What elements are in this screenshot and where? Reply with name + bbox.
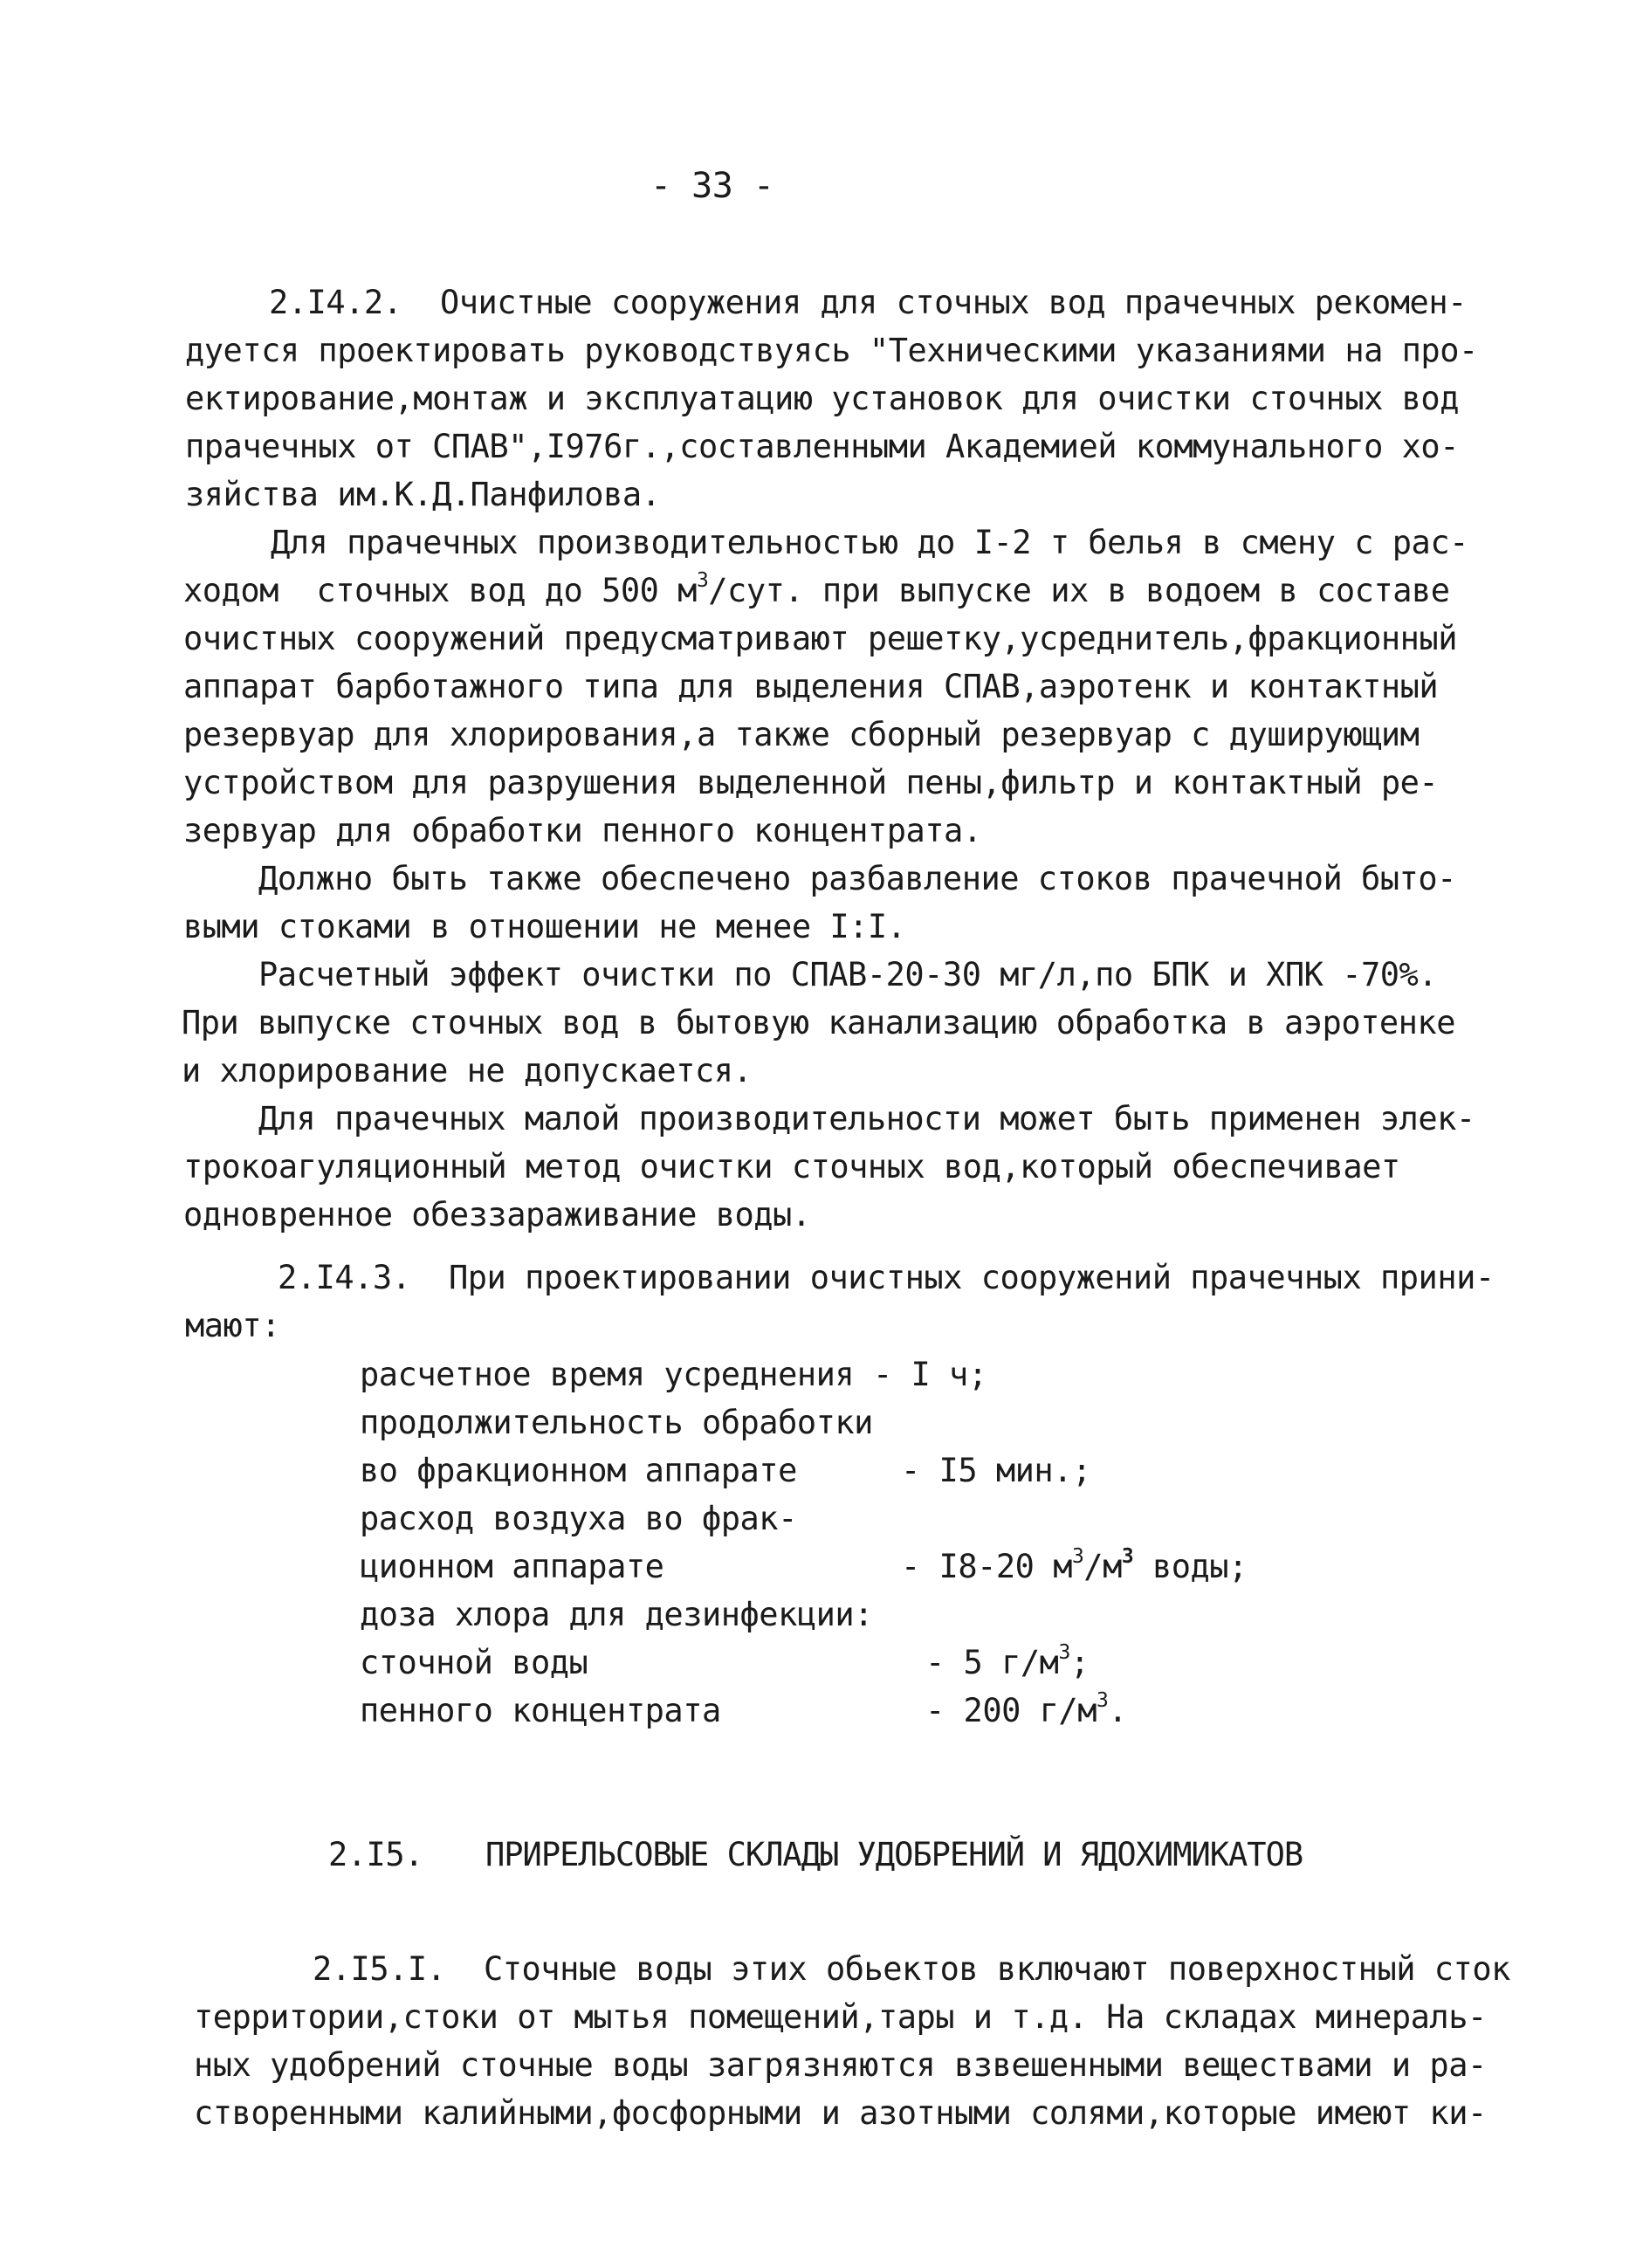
text-line: мают: bbox=[185, 1307, 280, 1344]
text-run: воды; bbox=[1133, 1548, 1248, 1585]
text-line: трокоагуляционный метод очистки сточных вод,который обеспечивает bbox=[183, 1148, 1400, 1186]
list-item: пенного концентрата bbox=[360, 1692, 721, 1729]
text-run: ходом сточных вод до 500 м bbox=[183, 572, 697, 609]
text-line: створенными калийными,фосфорными и азотными солями,которые имеют ки- bbox=[194, 2094, 1487, 2132]
list-item: доза хлора для дезинфекции: bbox=[360, 1596, 873, 1633]
text-line: При выпуске сточных вод в бытовую канализацию обработка в аэротенке bbox=[182, 1004, 1455, 1041]
list-value bbox=[925, 1688, 1128, 1729]
text-line: Для прачечных малой производительности может быть применен элек- bbox=[258, 1100, 1475, 1137]
text-line: дуется проектировать руководствуясь "Техническими указаниями на про- bbox=[185, 332, 1478, 369]
text-line: территории,стоки от мытья помещений,тары и т.д. На складах минераль- bbox=[194, 1998, 1487, 2036]
list-item: во фракционном аппарате bbox=[360, 1452, 797, 1489]
text-run: /м bbox=[1083, 1548, 1122, 1585]
superscript: 3 bbox=[1071, 1544, 1084, 1568]
list-value: - I5 мин.; bbox=[901, 1452, 1091, 1489]
list-value bbox=[925, 1640, 1090, 1681]
text-line: прачечных от СПАВ",I976г.,составленными Академией коммунального хо- bbox=[185, 428, 1459, 465]
text-line: одновренное обеззараживание воды. bbox=[183, 1196, 811, 1234]
text-run: - I8-20 м bbox=[901, 1548, 1072, 1585]
list-item: расчетное время усреднения - I ч; bbox=[360, 1356, 987, 1393]
list-item: продолжительность обработки bbox=[360, 1404, 873, 1441]
text-line bbox=[183, 568, 1450, 609]
text-line: зяйства им.К.Д.Панфилова. bbox=[185, 476, 661, 513]
list-value bbox=[901, 1544, 1248, 1585]
superscript: 3 bbox=[696, 568, 709, 592]
section-heading: ПРИРЕЛЬСОВЫЕ СКЛАДЫ УДОБРЕНИЙ И ЯДОХИМИКАТОВ bbox=[485, 1836, 1303, 1873]
text-line: Для прачечных производительностью до I-2 т белья в смену с рас- bbox=[271, 524, 1468, 561]
text-run: - 200 г/м bbox=[925, 1692, 1097, 1729]
text-line: 2.I5.I. Сточные воды этих обьектов включают поверхностный сток bbox=[313, 1950, 1510, 1988]
text-line: аппарат барботажного типа для выделения СПАВ,аэротенк и контактный bbox=[183, 668, 1439, 705]
section-number: 2.I5. bbox=[328, 1836, 423, 1873]
text-line: 2.I4.3. При проектировании очистных сооружений прачечных прини- bbox=[278, 1259, 1495, 1296]
text-line: устройством для разрушения выделенной пены,фильтр и контактный ре- bbox=[183, 764, 1439, 801]
text-line: зервуар для обработки пенного концентрата. bbox=[183, 812, 982, 849]
text-run: ; bbox=[1069, 1644, 1090, 1681]
text-line: ектирование,монтаж и эксплуатацию установок для очистки сточных вод bbox=[185, 380, 1459, 417]
list-item: ционном аппарате bbox=[360, 1548, 664, 1585]
superscript: 3 bbox=[1096, 1688, 1109, 1712]
superscript: 3 bbox=[1058, 1640, 1070, 1664]
text-line: и хлорирование не допускается. bbox=[182, 1052, 753, 1089]
list-item: расход воздуха во фрак- bbox=[360, 1500, 797, 1537]
text-line: очистных сооружений предусматривают решетку,усреднитель,фракционный bbox=[183, 620, 1457, 657]
text-line: Должно быть также обеспечено разбавление стоков прачечной быто- bbox=[258, 860, 1456, 897]
page-number: - 33 - bbox=[650, 166, 774, 206]
text-line: резервуар для хлорирования,а также сборный резервуар с душирующим bbox=[183, 716, 1420, 753]
text-run: /сут. при выпуске их в водоем в составе bbox=[708, 572, 1450, 609]
superscript: 3 bbox=[1121, 1544, 1134, 1568]
text-run: . bbox=[1108, 1692, 1128, 1729]
list-item: сточной воды bbox=[360, 1644, 588, 1681]
text-line: ных удобрений сточные воды загрязняются взвешенными веществами и ра- bbox=[194, 2046, 1487, 2084]
text-line: Расчетный эффект очистки по СПАВ-20-30 мг/л,по БПК и ХПК -70%. bbox=[258, 956, 1438, 993]
text-line: выми стоками в отношении не менее I:I. bbox=[183, 908, 906, 945]
text-run: - 5 г/м bbox=[925, 1644, 1059, 1681]
text-line: 2.I4.2. Очистные сооружения для сточных вод прачечных рекомен- bbox=[269, 284, 1467, 321]
